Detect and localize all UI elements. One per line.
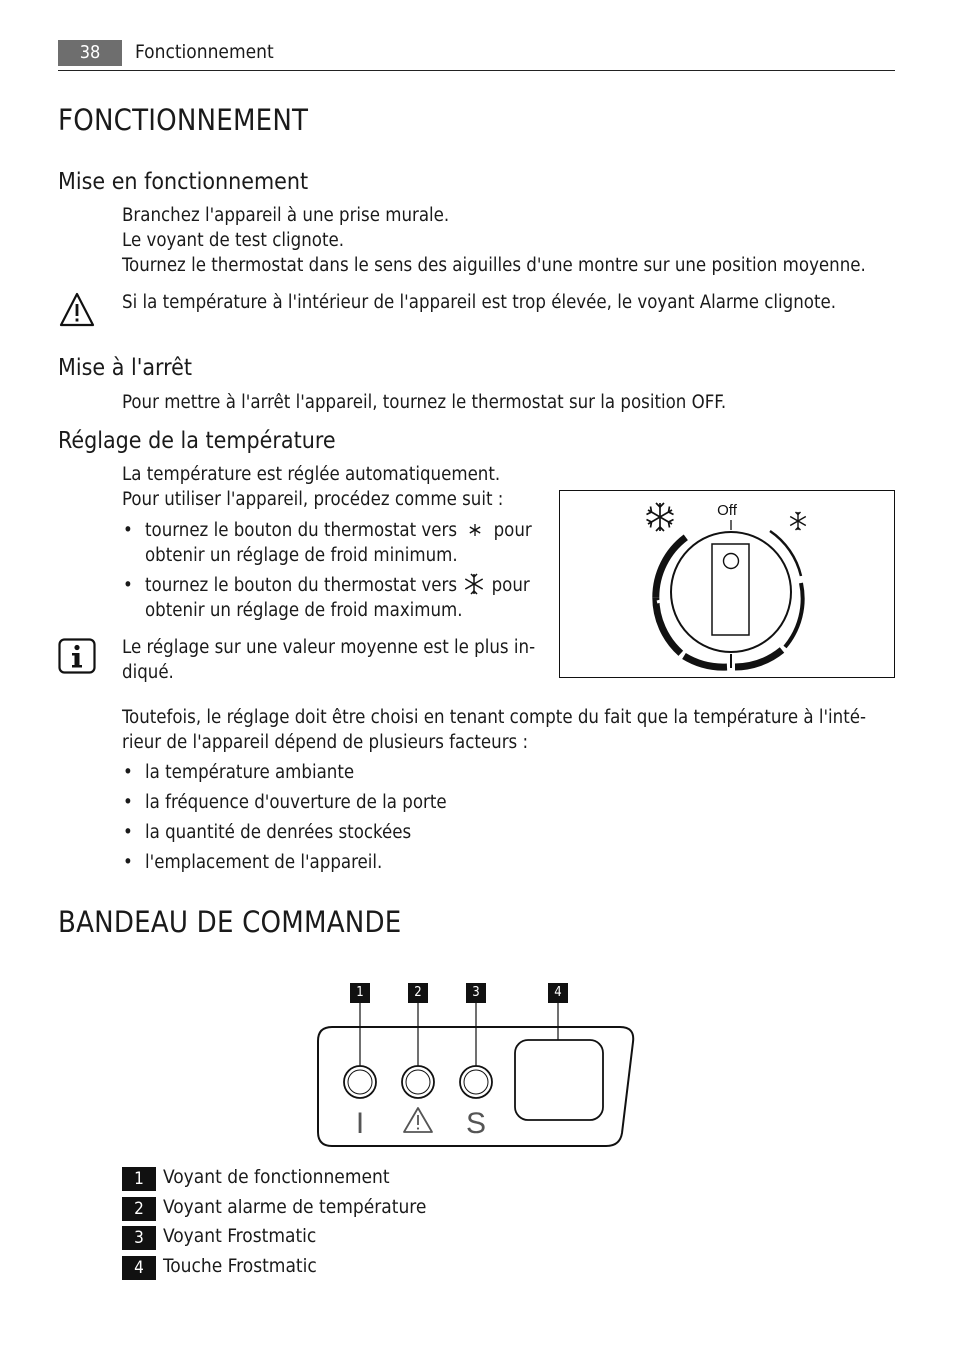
frostmatic-button xyxy=(515,1040,603,1120)
callout-3: 3 xyxy=(466,983,486,1003)
callout-1: 1 xyxy=(350,983,370,1003)
frostmatic-symbol: S xyxy=(465,1107,487,1140)
legend-label-1: Voyant de fonctionnement xyxy=(163,1166,390,1188)
legend-number-2: 2 xyxy=(122,1197,156,1221)
reglage-line-1: La température est réglée automatiquement. xyxy=(122,464,501,485)
heading-mise-a-larret: Mise à l'arrêt xyxy=(58,355,192,381)
bullet1-text-b: pour xyxy=(493,520,532,541)
mise-en-fonctionnement-line-2: Le voyant de test clignote. xyxy=(122,230,344,251)
bullet-froid-maximum xyxy=(123,573,545,598)
legend-label-3: Voyant Frostmatic xyxy=(163,1225,317,1247)
reglage-line-2: Pour utiliser l'appareil, procédez comme suit : xyxy=(122,489,504,510)
factors-intro-line-2: rieur de l'appareil dépend de plusieurs facteurs : xyxy=(122,732,529,753)
factor-item xyxy=(123,790,447,815)
thermostat-dial-figure xyxy=(559,490,895,678)
heading-reglage-temperature: Réglage de la température xyxy=(58,428,336,454)
bullet-dot: • xyxy=(123,520,133,541)
legend-number-3: 3 xyxy=(122,1226,156,1250)
info-text-line-2: diqué. xyxy=(122,662,174,683)
factor-item xyxy=(123,820,412,845)
section-title-fonctionnement: FONCTIONNEMENT xyxy=(58,103,309,137)
bullet-dot: • xyxy=(123,852,133,873)
bullet1-text-c: obtenir un réglage de froid minimum. xyxy=(145,545,458,566)
factor-item xyxy=(123,850,383,875)
info-text-line-1: Le réglage sur une valeur moyenne est le plus in- xyxy=(122,637,536,658)
factor-text: la température ambiante xyxy=(145,762,355,783)
snowflake-small-icon xyxy=(468,523,482,537)
factor-text: la quantité de denrées stockées xyxy=(145,822,412,843)
thermostat-indicator-dot xyxy=(724,554,739,569)
control-panel-diagram xyxy=(310,1000,640,1152)
factor-item xyxy=(123,760,355,785)
factor-text: l'emplacement de l'appareil. xyxy=(145,852,383,873)
bullet-dot: • xyxy=(123,822,133,843)
bullet-dot: • xyxy=(123,792,133,813)
bullet-dot: • xyxy=(123,575,133,596)
bullet1-text-a: tournez le bouton du thermostat vers xyxy=(145,520,457,541)
section-title-bandeau: BANDEAU DE COMMANDE xyxy=(58,905,402,939)
power-symbol: I xyxy=(355,1107,365,1140)
factors-intro-line-1: Toutefois, le réglage doit être choisi en tenant compte du fait que la température à l'inté- xyxy=(122,707,866,728)
dial-off-label: Off xyxy=(717,502,737,519)
bullet-dot: • xyxy=(123,762,133,783)
bullet2-text-c: obtenir un réglage de froid maximum. xyxy=(145,600,463,621)
legend-label-4: Touche Frostmatic xyxy=(163,1255,317,1277)
mise-en-fonctionnement-line-1: Branchez l'appareil à une prise murale. xyxy=(122,205,450,226)
header-rule xyxy=(58,70,895,71)
legend-number-4: 4 xyxy=(122,1256,156,1280)
bullet2-text-b: pour xyxy=(491,575,530,596)
mise-a-larret-text: Pour mettre à l'arrêt l'appareil, tournez le thermostat sur la position OFF. xyxy=(122,392,727,413)
snowflake-large-icon xyxy=(463,573,485,595)
info-icon xyxy=(58,638,96,674)
mise-en-fonctionnement-line-3: Tournez le thermostat dans le sens des aiguilles d'une montre sur une position moyenne. xyxy=(122,255,866,276)
bullet-froid-minimum xyxy=(123,518,545,543)
indicator-light-1 xyxy=(344,1066,376,1098)
factor-text: la fréquence d'ouverture de la porte xyxy=(145,792,447,813)
callout-4: 4 xyxy=(548,983,568,1003)
legend-number-1: 1 xyxy=(122,1167,156,1191)
indicator-light-3 xyxy=(460,1066,492,1098)
callout-2: 2 xyxy=(408,983,428,1003)
running-header: Fonctionnement xyxy=(135,41,274,63)
indicator-light-2 xyxy=(402,1066,434,1098)
page-number: 38 xyxy=(58,40,122,66)
warning-icon xyxy=(58,291,96,329)
warning-text: Si la température à l'intérieur de l'appareil est trop élevée, le voyant Alarme clignote. xyxy=(122,292,837,313)
legend-label-2: Voyant alarme de température xyxy=(163,1196,427,1218)
bullet2-text-a: tournez le bouton du thermostat vers xyxy=(145,575,457,596)
heading-mise-en-fonctionnement: Mise en fonctionnement xyxy=(58,169,309,195)
